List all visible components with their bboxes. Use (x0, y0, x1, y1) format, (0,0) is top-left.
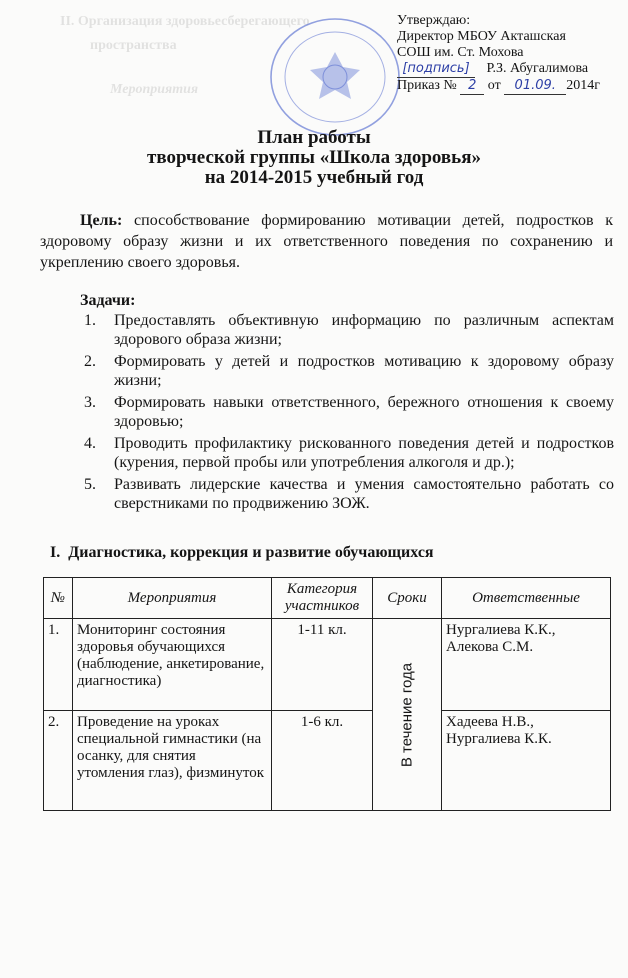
task-item (84, 311, 614, 349)
header-number: № (44, 578, 73, 619)
row-event: Проведение на уроках специальной гимнастики (на осанку, для снятия утомления глаз), физминуток (73, 711, 272, 811)
goal-paragraph (40, 210, 613, 273)
task-text: Развивать лидерские качества и умения самостоятельно работать со сверстниками по продвижению ЗОЖ. (114, 476, 614, 512)
task-item (84, 393, 614, 431)
task-text: Формировать у детей и подростков мотивацию к здоровому образу жизни; (114, 353, 614, 389)
row-responsible: Хадеева Н.В., Нургалиева К.К. (442, 711, 611, 811)
title-line-3: на 2014-2015 учебный год (204, 167, 424, 188)
plan-table (43, 577, 611, 811)
director-name: Р.З. Абугалимова (486, 61, 589, 76)
section-number: I. (50, 544, 61, 561)
order-year: 2014г (566, 78, 600, 93)
approval-block (397, 13, 617, 95)
row-number: 1. (44, 619, 73, 711)
table-row (44, 619, 611, 711)
table-header-row (44, 578, 611, 619)
goal-text: способствование формированию мотивации детей, подростков к здоровому образу жизни и их ответственного поведения по сохранению и укреплению своего здоровья. (40, 212, 613, 271)
term-text: В течение года (398, 662, 416, 767)
section-title: Диагностика, коррекция и развитие обучающихся (68, 544, 434, 561)
tasks-list (84, 311, 614, 516)
task-number: 2. (84, 353, 96, 370)
ghost-text-1: II. Организация здоровьесберегающего (60, 14, 310, 29)
section-heading (50, 544, 434, 562)
task-text: Предоставлять объективную информацию по различным аспектам здорового образа жизни; (114, 312, 614, 348)
task-number: 5. (84, 476, 96, 493)
table-row (44, 711, 611, 811)
order-number: 2 (460, 78, 484, 95)
task-number: 4. (84, 435, 96, 452)
order-prefix: Приказ № (397, 78, 457, 93)
row-responsible: Нургалиева К.К., Алекова С.М. (442, 619, 611, 711)
order-line (397, 78, 617, 95)
approval-line-3: СОШ им. Ст. Мохова (397, 45, 524, 60)
task-text: Формировать навыки ответственного, бережного отношения к своему здоровью; (114, 394, 614, 430)
approval-line-2: Директор МБОУ Акташская (397, 29, 566, 44)
header-responsible: Ответственные (442, 578, 611, 619)
approval-line-1: Утверждаю: (397, 13, 471, 28)
task-item (84, 434, 614, 472)
row-category: 1-11 кл. (272, 619, 373, 711)
task-item (84, 352, 614, 390)
task-number: 3. (84, 394, 96, 411)
term-cell (373, 619, 442, 811)
row-number: 2. (44, 711, 73, 811)
ghost-text-3: Мероприятия (110, 82, 199, 97)
task-item (84, 475, 614, 513)
header-term: Сроки (373, 578, 442, 619)
approval-signature-line (397, 61, 617, 78)
goal-label: Цель: (80, 212, 123, 229)
title-line-1: План работы (257, 127, 371, 148)
task-text: Проводить профилактику рискованного поведения детей и подростков (курения, первой пробы или употребления алкоголя и др.); (114, 435, 614, 471)
order-date: 01.09. (504, 78, 566, 95)
ghost-text-2: пространства (90, 38, 177, 53)
task-number: 1. (84, 312, 96, 329)
row-event: Мониторинг состояния здоровья обучающихся (наблюдение, анкетирование, диагностика) (73, 619, 272, 711)
header-category: Категория участников (272, 578, 373, 619)
signature: [подпись] (397, 61, 475, 78)
header-event: Мероприятия (73, 578, 272, 619)
row-category: 1-6 кл. (272, 711, 373, 811)
tasks-heading: Задачи: (80, 292, 136, 309)
order-from: от (487, 78, 501, 93)
document-title (0, 128, 628, 188)
title-line-2: творческой группы «Школа здоровья» (147, 147, 481, 168)
stamp-seal (265, 12, 405, 142)
